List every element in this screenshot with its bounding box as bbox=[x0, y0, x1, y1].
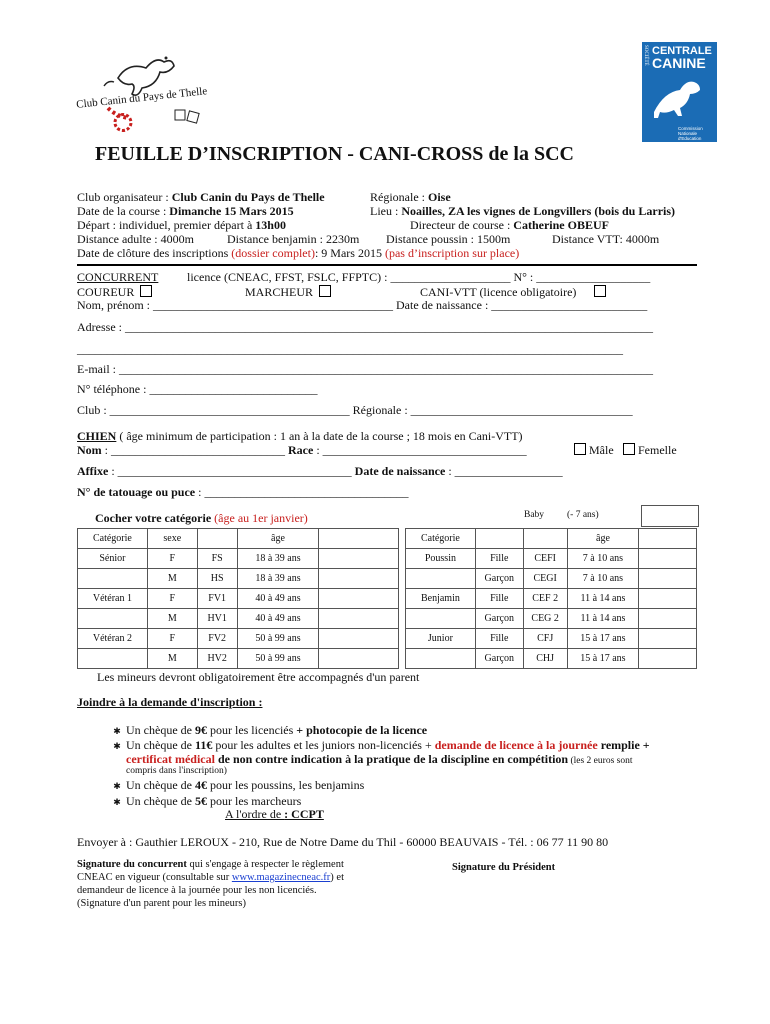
scc-logo-top: CENTRALE bbox=[652, 45, 712, 57]
table-row bbox=[406, 589, 697, 609]
table-cell: CEGI bbox=[523, 569, 567, 589]
category-checkbox[interactable] bbox=[639, 549, 697, 569]
table-cell: HS bbox=[197, 569, 237, 589]
adult-header-cell bbox=[319, 529, 399, 549]
concurrent-heading: CONCURRENT bbox=[77, 270, 159, 284]
table-row bbox=[406, 629, 697, 649]
affixe-ddn: Affixe : _______________________________________ Date de naissance : __________________ bbox=[77, 464, 563, 478]
table-cell: FV2 bbox=[197, 629, 237, 649]
club-organisateur: Club organisateur : Club Canin du Pays de Thelle bbox=[77, 190, 325, 204]
page-title: FEUILLE D’INSCRIPTION - CANI-CROSS de la SCC bbox=[95, 143, 574, 165]
joindre-item-3: ✱ Un chèque de 4€ pour les poussins, les benjamins bbox=[108, 778, 364, 793]
youth-header-cell bbox=[639, 529, 697, 549]
table-row bbox=[406, 609, 697, 629]
table-cell: HV2 bbox=[197, 649, 237, 669]
category-checkbox[interactable] bbox=[319, 629, 399, 649]
table-cell: F bbox=[147, 549, 197, 569]
table-cell: Fille bbox=[475, 549, 523, 569]
table-cell: Benjamin bbox=[406, 589, 476, 609]
cneac-link[interactable]: www.magazinecneac.fr bbox=[231, 872, 331, 883]
bullet-icon: ✱ bbox=[113, 797, 121, 807]
nom-prenom-field[interactable]: Nom, prénom : ________________________________________ Date de naissance : __________________________ bbox=[77, 298, 648, 312]
table-cell: 11 à 14 ans bbox=[567, 589, 639, 609]
adult-header-cell bbox=[197, 529, 237, 549]
affixe-field[interactable]: : _______________________________________ bbox=[108, 464, 355, 478]
table-cell: FS bbox=[197, 549, 237, 569]
table-cell: 11 à 14 ans bbox=[567, 609, 639, 629]
table-cell bbox=[406, 569, 476, 589]
adult-header-cell: sexe bbox=[147, 529, 197, 549]
regionale: Régionale : Oise bbox=[370, 190, 451, 204]
table-row bbox=[78, 589, 399, 609]
canivtt-option: CANI-VTT (licence obligatoire) bbox=[420, 285, 606, 300]
category-checkbox[interactable] bbox=[319, 589, 399, 609]
category-checkbox[interactable] bbox=[639, 589, 697, 609]
scc-logo-caption: Commission Nationale d'Education bbox=[678, 126, 703, 141]
table-cell: CEF 2 bbox=[523, 589, 567, 609]
marcheur-checkbox[interactable] bbox=[319, 285, 331, 297]
coureur-checkbox[interactable] bbox=[140, 285, 152, 297]
chien-race-field[interactable]: : __________________________________ bbox=[313, 443, 527, 457]
table-cell: CFJ bbox=[523, 629, 567, 649]
table-cell: 40 à 49 ans bbox=[237, 589, 319, 609]
distance-benjamin: Distance benjamin : 2230m bbox=[227, 232, 360, 246]
category-checkbox[interactable] bbox=[319, 569, 399, 589]
table-cell: CHJ bbox=[523, 649, 567, 669]
telephone-field[interactable]: N° téléphone : ____________________________ bbox=[77, 382, 318, 396]
marcheur-option: MARCHEUR bbox=[245, 285, 331, 300]
categorie-title: Cocher votre catégorie (âge au 1er janvier) bbox=[95, 511, 308, 525]
male-checkbox[interactable] bbox=[574, 443, 586, 455]
table-cell: Vétéran 1 bbox=[78, 589, 148, 609]
table-cell: Garçon bbox=[475, 609, 523, 629]
depart: Départ : individuel, premier départ à 13h00 bbox=[77, 218, 286, 232]
table-cell: 40 à 49 ans bbox=[237, 609, 319, 629]
table-cell: 15 à 17 ans bbox=[567, 629, 639, 649]
table-cell: M bbox=[147, 609, 197, 629]
licence-field[interactable]: licence (CNEAC, FFST, FSLC, FFPTC) : ____________________ N° : ___________________ bbox=[187, 270, 651, 284]
table-row bbox=[78, 609, 399, 629]
email-field[interactable]: E-mail : _________________________________________________________________________________________ bbox=[77, 362, 653, 376]
baby-checkbox[interactable] bbox=[641, 505, 699, 527]
table-cell: Garçon bbox=[475, 569, 523, 589]
club-logo bbox=[70, 40, 230, 140]
coureur-option: COUREUR bbox=[77, 285, 152, 300]
youth-header-cell: âge bbox=[567, 529, 639, 549]
scc-logo bbox=[642, 42, 717, 142]
adresse-field[interactable]: Adresse : ________________________________________________________________________________________ bbox=[77, 320, 653, 334]
lieu: Lieu : Noailles, ZA les vignes de Longvillers (bois du Larris) bbox=[370, 204, 676, 218]
adult-header-cell: Catégorie bbox=[78, 529, 148, 549]
table-cell: Poussin bbox=[406, 549, 476, 569]
youth-category-table bbox=[405, 528, 697, 669]
joindre-heading: Joindre à la demande d'inscription : bbox=[77, 695, 263, 709]
table-cell: CEFI bbox=[523, 549, 567, 569]
table-cell bbox=[406, 609, 476, 629]
scc-logo-small: SOCIÉTÉ bbox=[643, 45, 648, 66]
table-cell bbox=[78, 649, 148, 669]
table-cell: M bbox=[147, 649, 197, 669]
table-row bbox=[406, 549, 697, 569]
table-cell: Junior bbox=[406, 629, 476, 649]
femelle-option: Femelle bbox=[623, 443, 677, 458]
table-row bbox=[78, 549, 399, 569]
distance-vtt: Distance VTT: 4000m bbox=[552, 232, 660, 246]
chien-heading-line: CHIEN ( âge minimum de participation : 1 an à la date de la course ; 18 mois en Cani-VTT) bbox=[77, 429, 523, 443]
table-cell: FV1 bbox=[197, 589, 237, 609]
table-cell: Garçon bbox=[475, 649, 523, 669]
distance-adulte: Distance adulte : 4000m bbox=[77, 232, 194, 246]
table-cell: F bbox=[147, 629, 197, 649]
ordre: A l'ordre de : CCPT bbox=[225, 807, 324, 821]
category-checkbox[interactable] bbox=[319, 549, 399, 569]
table-cell: 50 à 99 ans bbox=[237, 649, 319, 669]
table-cell: 18 à 39 ans bbox=[237, 549, 319, 569]
club-regionale-field[interactable]: Club : ________________________________________ Régionale : _____________________________________ bbox=[77, 403, 633, 417]
table-cell: 18 à 39 ans bbox=[237, 569, 319, 589]
male-option: Mâle bbox=[574, 443, 614, 458]
category-checkbox[interactable] bbox=[639, 629, 697, 649]
table-cell: Fille bbox=[475, 629, 523, 649]
table-cell bbox=[78, 609, 148, 629]
youth-header-cell: Catégorie bbox=[406, 529, 476, 549]
table-cell: 7 à 10 ans bbox=[567, 569, 639, 589]
divider bbox=[77, 264, 697, 266]
tatouage: N° de tatouage ou puce : __________________________________ bbox=[77, 485, 409, 499]
baby-age: (- 7 ans) bbox=[567, 510, 599, 520]
dog-silhouette-icon bbox=[650, 76, 706, 120]
joindre-item-2-line-3: compris dans l'inscription) bbox=[126, 766, 227, 776]
distance-poussin: Distance poussin : 1500m bbox=[386, 232, 511, 246]
table-cell: 15 à 17 ans bbox=[567, 649, 639, 669]
category-checkbox[interactable] bbox=[639, 609, 697, 629]
category-checkbox[interactable] bbox=[639, 649, 697, 669]
youth-header-cell bbox=[475, 529, 523, 549]
table-cell: HV1 bbox=[197, 609, 237, 629]
category-checkbox[interactable] bbox=[319, 649, 399, 669]
category-checkbox[interactable] bbox=[319, 609, 399, 629]
category-checkbox[interactable] bbox=[639, 569, 697, 589]
chien-nom-field[interactable]: : _____________________________ bbox=[101, 443, 289, 457]
baby-label: Baby bbox=[524, 510, 545, 520]
ddn-field[interactable]: : __________________ bbox=[445, 464, 563, 478]
table-cell: CEG 2 bbox=[523, 609, 567, 629]
table-cell: F bbox=[147, 589, 197, 609]
bullet-icon: ✱ bbox=[113, 781, 121, 791]
date-course: Date de la course : Dimanche 15 Mars 2015 bbox=[77, 204, 294, 218]
bullet-icon: ✱ bbox=[113, 726, 121, 736]
table-row bbox=[78, 629, 399, 649]
canivtt-checkbox[interactable] bbox=[594, 285, 606, 297]
table-cell: Vétéran 2 bbox=[78, 629, 148, 649]
table-cell: Sénior bbox=[78, 549, 148, 569]
signature-president: Signature du Président bbox=[452, 862, 556, 873]
table-cell bbox=[78, 569, 148, 589]
table-row bbox=[78, 649, 399, 669]
envoyer-address: Envoyer à : Gauthier LEROUX - 210, Rue de Notre Dame du Thil - 60000 BEAUVAIS - Tél. : 06 77 11 90 80 bbox=[77, 835, 609, 849]
club-logo-text: Club Canin du Pays de Thelle bbox=[75, 85, 208, 111]
joindre-item-1: ✱ Un chèque de 9€ pour les licenciés + photocopie de la licence bbox=[108, 723, 427, 738]
adult-header-cell: âge bbox=[237, 529, 319, 549]
table-cell: 7 à 10 ans bbox=[567, 549, 639, 569]
joindre-item-2-line-2: certificat médical de non contre indication à la pratique de la discipline en compétition (les 2 euros sont bbox=[126, 752, 633, 766]
joindre-item-2: ✱ Un chèque de 11€ pour les adultes et les juniors non-licenciés + demande de licence à la journée remplie + bbox=[108, 738, 650, 753]
tatouage-field[interactable]: : __________________________________ bbox=[195, 485, 409, 499]
table-cell bbox=[406, 649, 476, 669]
table-row bbox=[78, 569, 399, 589]
signature-concurrent: Signature du concurrent qui s'engage à respecter le règlement CNEAC en vigueur (consultable sur www.magazinecneac.fr) et demandeur de licence à la journée pour les non licenciés. (Signature d'un parent pour les mineurs) bbox=[77, 859, 344, 909]
adult-header-row bbox=[78, 529, 399, 549]
scc-logo-bottom: CANINE bbox=[652, 55, 706, 71]
cloture: Date de clôture des inscriptions (dossier complet): 9 Mars 2015 (pas d’inscription sur place) bbox=[77, 246, 520, 260]
directeur: Directeur de course : Catherine OBEUF bbox=[410, 218, 609, 232]
table-cell: Fille bbox=[475, 589, 523, 609]
mineurs-note: Les mineurs devront obligatoirement être accompagnés d'un parent bbox=[97, 670, 420, 684]
table-cell: M bbox=[147, 569, 197, 589]
table-row bbox=[406, 569, 697, 589]
adresse-line-2[interactable]: ___________________________________________________________________________________________ bbox=[77, 342, 623, 356]
adult-category-table bbox=[77, 528, 399, 669]
bullet-icon: ✱ bbox=[113, 741, 121, 751]
chien-nom-race: Nom : _____________________________ Race : __________________________________ bbox=[77, 443, 527, 457]
table-cell: 50 à 99 ans bbox=[237, 629, 319, 649]
youth-header-row bbox=[406, 529, 697, 549]
youth-header-cell bbox=[523, 529, 567, 549]
table-row bbox=[406, 649, 697, 669]
joindre-item-4: ✱ Un chèque de 5€ pour les marcheurs bbox=[108, 794, 301, 809]
femelle-checkbox[interactable] bbox=[623, 443, 635, 455]
